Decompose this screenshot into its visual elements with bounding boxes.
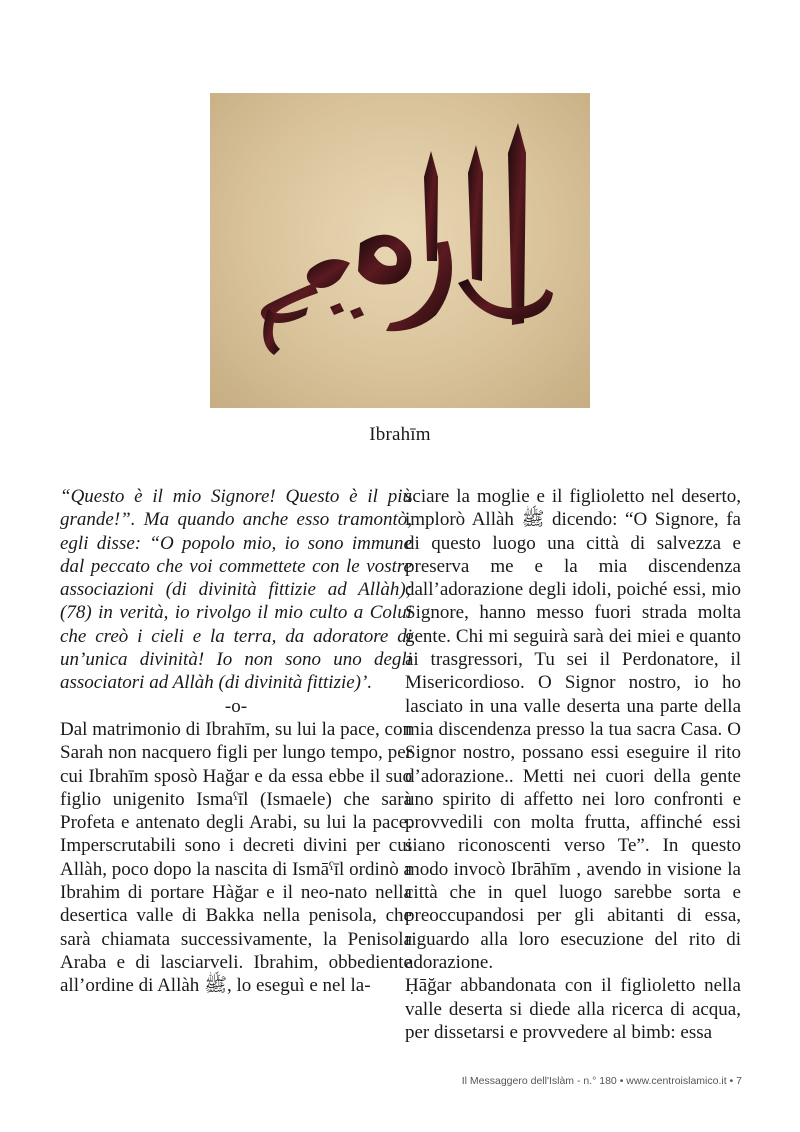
page-footer: Il Messaggero dell'Islàm - n.° 180 • www.centroislamico.it • 7 [461,1075,742,1087]
body-paragraph: Ḥāğar abbandonata con il figlioletto nella valle deserta si diede alla ricerca di acqua, per dissetarsi e provvedere al bimb: essa [405,975,741,1043]
figure-caption: Ibrahīm [369,424,431,445]
body-paragraph: Dal matrimonio di Ibrahīm, su lui la pace, con Sarah non nacquero figli per lungo tempo, per cui Ibrahīm sposò Hağar e da essa ebbe il suo figlio unigenito Ismaˁīl (Ismaele) che sarà Profeta e antenato degli Arabi, su lui la pace. Imperscrutabili sono i decreti divini per cui Allàh, poco dopo la nascita di Ismāˁīl ordinò a Ibrahim di portare Hàğar e il neo-nato nella desertica valle di Bakka nella penisola, che sarà chiamata successivamente, la Penisola Araba e di lasciarveli. Ibrahim, obbediente all’ordine di Allàh ﷺ, lo eseguì e nel la- [60,718,412,997]
right-column [405,485,741,1044]
section-separator: -o- [224,695,248,717]
body-paragraph: sciare la moglie e il figlioletto nel deserto, implorò Allàh ﷺ dicendo: “O Signore, fa di questo luogo una città di salvezza e preserva me e la mia discendenza dall’adorazione degli idoli, poiché essi, mio Signore, hanno messo fuori strada molta gente. Chi mi seguirà sarà dei miei e quanto ai trasgressori, Tu sei il Perdonatore, il Misericordioso. O Signor nostro, io ho lasciato in una valle deserta una parte della mia discendenza presso la tua sacra Casa. O Signor nostro, possano essi eseguire il rito d’adorazione.. Metti nei cuori della gente uno spirito di affetto nei loro confronti e provvedili con molta frutta, affinché essi siano riconoscenti verso Te”. In questo modo invocò Ibrāhīm , avendo in visione la città che in quel luogo sarebbe sorta e preoccupandosi per gli abitanti di essa, riguardo alla loro esecuzione del rito di adorazione. [405,486,741,973]
left-column [60,485,412,998]
quote-paragraph: “Questo è il mio Signore! Questo è il più grande!”. Ma quando anche esso tramontò, egli disse: “O popolo mio, io sono immune dal peccato che voi commettete con le vostre associazioni (di divinità fittizie ad Allàh); (78) in verità, io rivolgo il mio culto a Colui che creò i cieli e la terra, da adoratore di un’unica divinità! Io non sono uno degli associatori ad Allàh (di divinità fittizie)’. [60,486,412,694]
calligraphy-image [210,93,590,408]
arabic-calligraphy-ibrahim [210,93,590,408]
